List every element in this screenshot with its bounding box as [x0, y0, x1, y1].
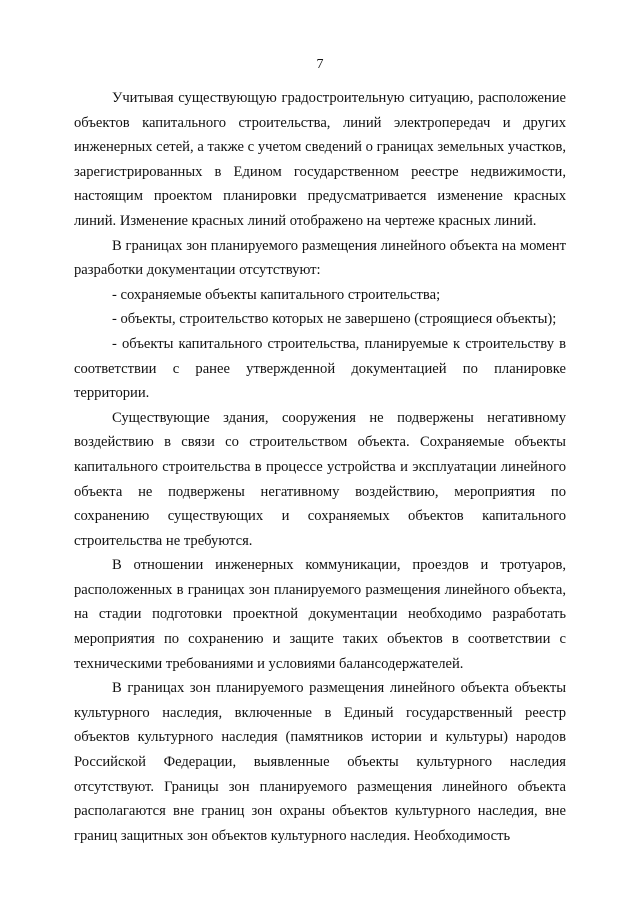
- paragraph-negative-impact: Существующие здания, сооружения не подвержены негативному воздействию в связи со строительством объекта. Сохраняемые объекты капитального строительства в процессе устройства и эксплуатации линейного объекта не подвержены негативному воздействию, мероприятия по сохранению существующих и сохраняемых объектов капитального строительства не требуются.: [74, 409, 566, 549]
- page-number: 7: [316, 57, 324, 72]
- paragraph-absent-objects-intro: В границах зон планируемого размещения линейного объекта на момент разработки документации отсутствуют:: [74, 237, 566, 279]
- list-item-planned-objects: - объекты капитального строительства, планируемые к строительству в соответствии с ранее утвержденной документацией по планировке территории.: [74, 335, 566, 402]
- paragraph-engineering-communications: В отношении инженерных коммуникации, проездов и тротуаров, расположенных в границах зон планируемого размещения линейного объекта, на стадии подготовки проектной документации необходимо разработать мероприятия по сохранению и защите таких объектов в соответствии с техническими требованиями и условиями балансодержателей.: [74, 557, 566, 672]
- paragraph-cultural-heritage: В границах зон планируемого размещения линейного объекта объекты культурного наследия, включенные в Единый государственный реестр объектов культурного наследия (памятников истории и культуры) народов Российской Федерации, выявленные объекты культурного наследия отсутствуют. Границы зон планируемого размещения линейного объекта располагаются вне границ зон охраны объектов культурного наследия, вне границ защитных зон объектов культурного наследия. Необходимость: [74, 680, 566, 844]
- list-item-preserved-objects: - сохраняемые объекты капитального строительства;: [112, 286, 441, 303]
- paragraph-red-lines: Учитывая существующую градостроительную ситуацию, расположение объектов капитального строительства, линий электропередач и других инженерных сетей, а также с учетом сведений о границах земельных участков, зарегистрированных в Едином государственном реестре недвижимости, настоящим проектом планировки предусматривается изменение красных линий. Изменение красных линий отображено на чертеже красных линий.: [74, 90, 566, 229]
- list-item-unfinished-objects: - объекты, строительство которых не завершено (строящиеся объекты);: [112, 311, 557, 328]
- document-body: [74, 86, 566, 848]
